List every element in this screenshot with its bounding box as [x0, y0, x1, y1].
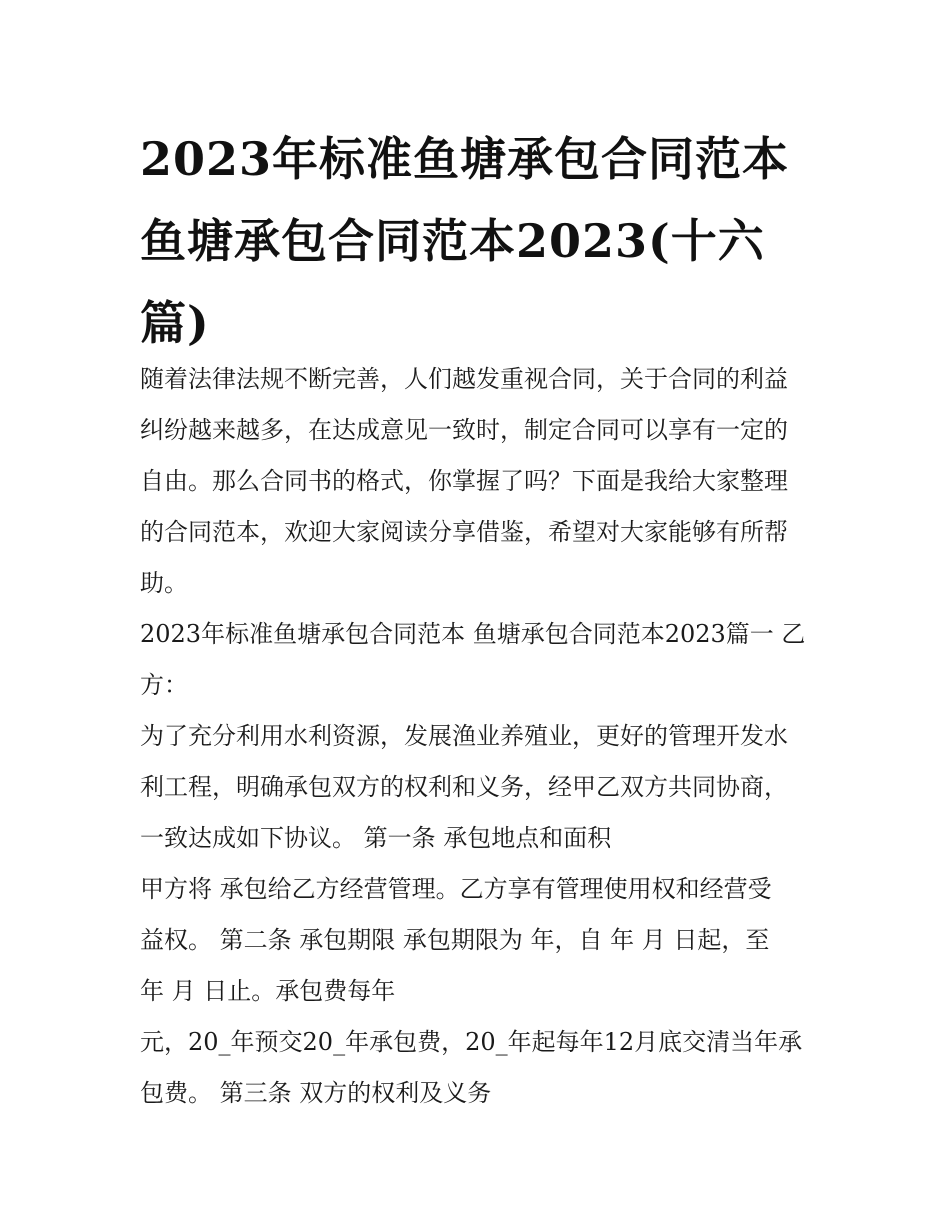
body-line: 一致达成如下协议。 第一条 承包地点和面积 [140, 824, 612, 852]
title-line: 篇) [140, 296, 210, 350]
body-line: 方： [140, 671, 188, 699]
body-line: 自由。那么合同书的格式，你掌握了吗？下面是我给大家整理 [140, 467, 788, 495]
body-line: 纠纷越来越多，在达成意见一致时，制定合同可以享有一定的 [140, 416, 788, 444]
body-line: 助。 [140, 569, 188, 597]
body-line: 利工程，明确承包双方的权利和义务，经甲乙双方共同协商， [140, 773, 788, 801]
document-title [140, 118, 820, 364]
body-line: 甲方将 承包给乙方经营管理。乙方享有管理使用权和经营受 [140, 875, 772, 903]
body-line: 随着法律法规不断完善，人们越发重视合同，关于合同的利益 [140, 365, 788, 393]
body-line: 2023年标准鱼塘承包合同范本 鱼塘承包合同范本2023篇一 乙 [140, 620, 806, 648]
body-line: 为了充分利用水利资源，发展渔业养殖业，更好的管理开发水 [140, 722, 788, 750]
body-line: 包费。 第三条 双方的权利及义务 [140, 1079, 492, 1107]
document-body [140, 354, 820, 1119]
title-line: 2023年标准鱼塘承包合同范本 [140, 132, 790, 186]
body-line: 元，20_年预交20_年承包费，20_年起每年12月底交清当年承 [140, 1028, 803, 1056]
body-line: 的合同范本，欢迎大家阅读分享借鉴，希望对大家能够有所帮 [140, 518, 788, 546]
body-line: 益权。 第二条 承包期限 承包期限为 年，自 年 月 日起，至 [140, 926, 770, 954]
body-line: 年 月 日止。承包费每年 [140, 977, 396, 1005]
title-line: 鱼塘承包合同范本2023(十六 [140, 214, 765, 268]
